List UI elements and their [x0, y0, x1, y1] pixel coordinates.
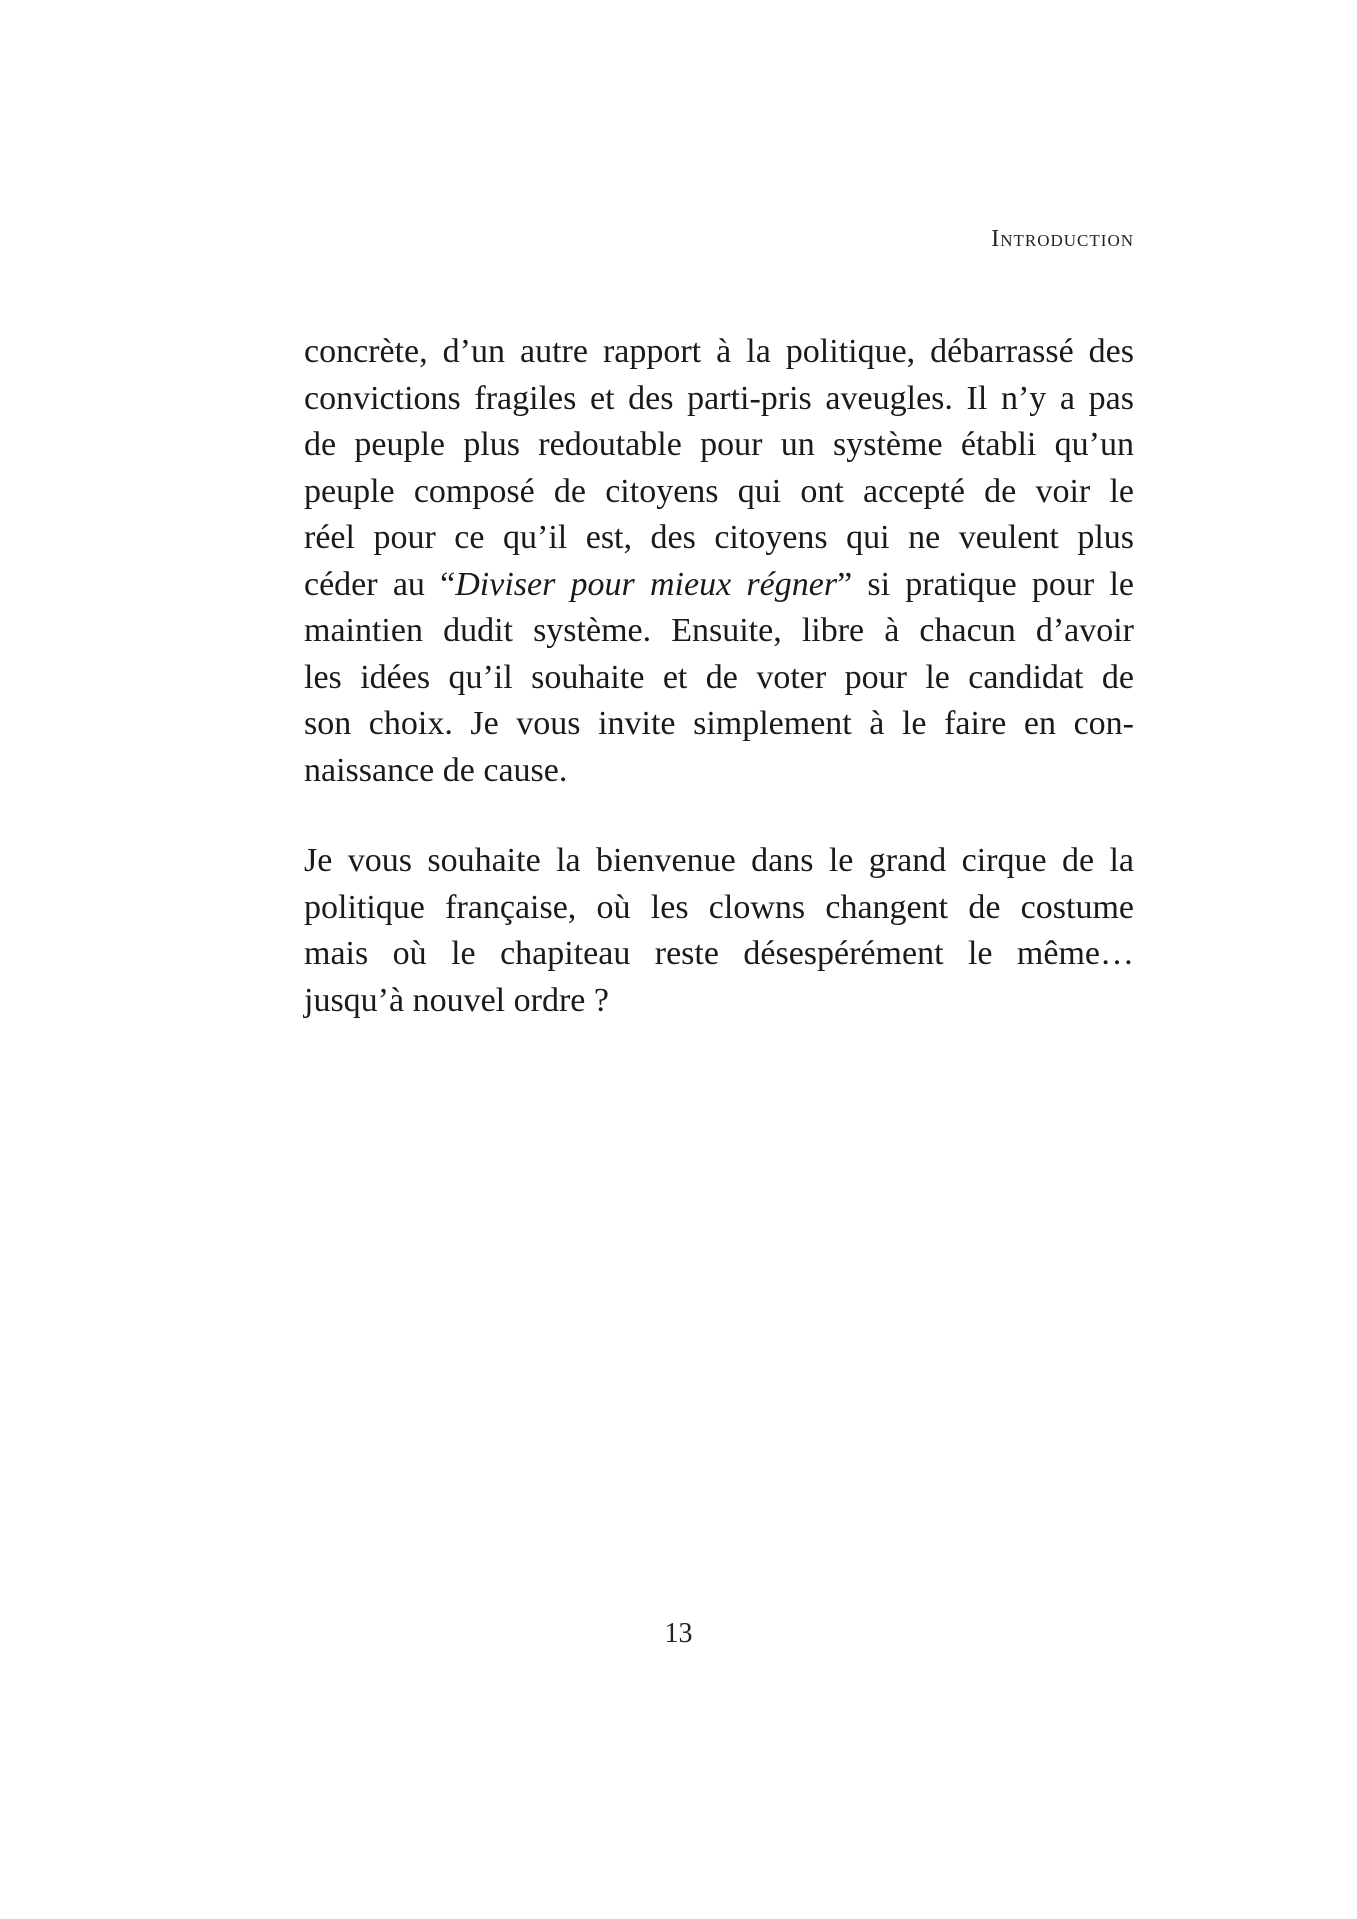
page-number: 13	[664, 1618, 693, 1649]
running-head: Introduction	[991, 226, 1134, 252]
text-line: maintien dudit système. Ensuite, libre à chacun d’avoir	[304, 612, 1134, 649]
text-line: jusqu’à nouvel ordre ?	[304, 981, 609, 1019]
text-line: politique française, où les clowns changent de costume	[304, 888, 1134, 926]
text-line: concrète, d’un autre rapport à la politique, débarrassé des	[304, 333, 1134, 370]
quoted-phrase: Diviser pour mieux régner	[455, 565, 838, 603]
text-line: réel pour ce qu’il est, des citoyens qui ne veulent plus	[304, 519, 1134, 556]
paragraph-2	[304, 838, 1134, 1024]
paragraph-1	[304, 329, 1134, 794]
text-line: mais où le chapiteau reste désespérément le même…	[304, 935, 1134, 972]
text-line: de peuple plus redoutable pour un système établi qu’un	[304, 426, 1134, 463]
text-line: les idées qu’il souhaite et de voter pour le candidat de	[304, 658, 1134, 696]
text-line: peuple composé de citoyens qui ont accepté de voir le	[304, 472, 1134, 510]
text-line: convictions fragiles et des parti-pris aveugles. Il n’y a pas	[304, 379, 1134, 417]
text-line-with-quote	[304, 562, 1134, 609]
text-fragment: céder au “	[304, 565, 456, 603]
text-fragment: ” si pratique pour le	[837, 565, 1134, 603]
text-line: Je vous souhaite la bienvenue dans le grand cirque de la	[304, 842, 1134, 879]
text-line: son choix. Je vous invite simplement à le faire en con-	[304, 705, 1134, 742]
text-line: naissance de cause.	[304, 751, 568, 789]
